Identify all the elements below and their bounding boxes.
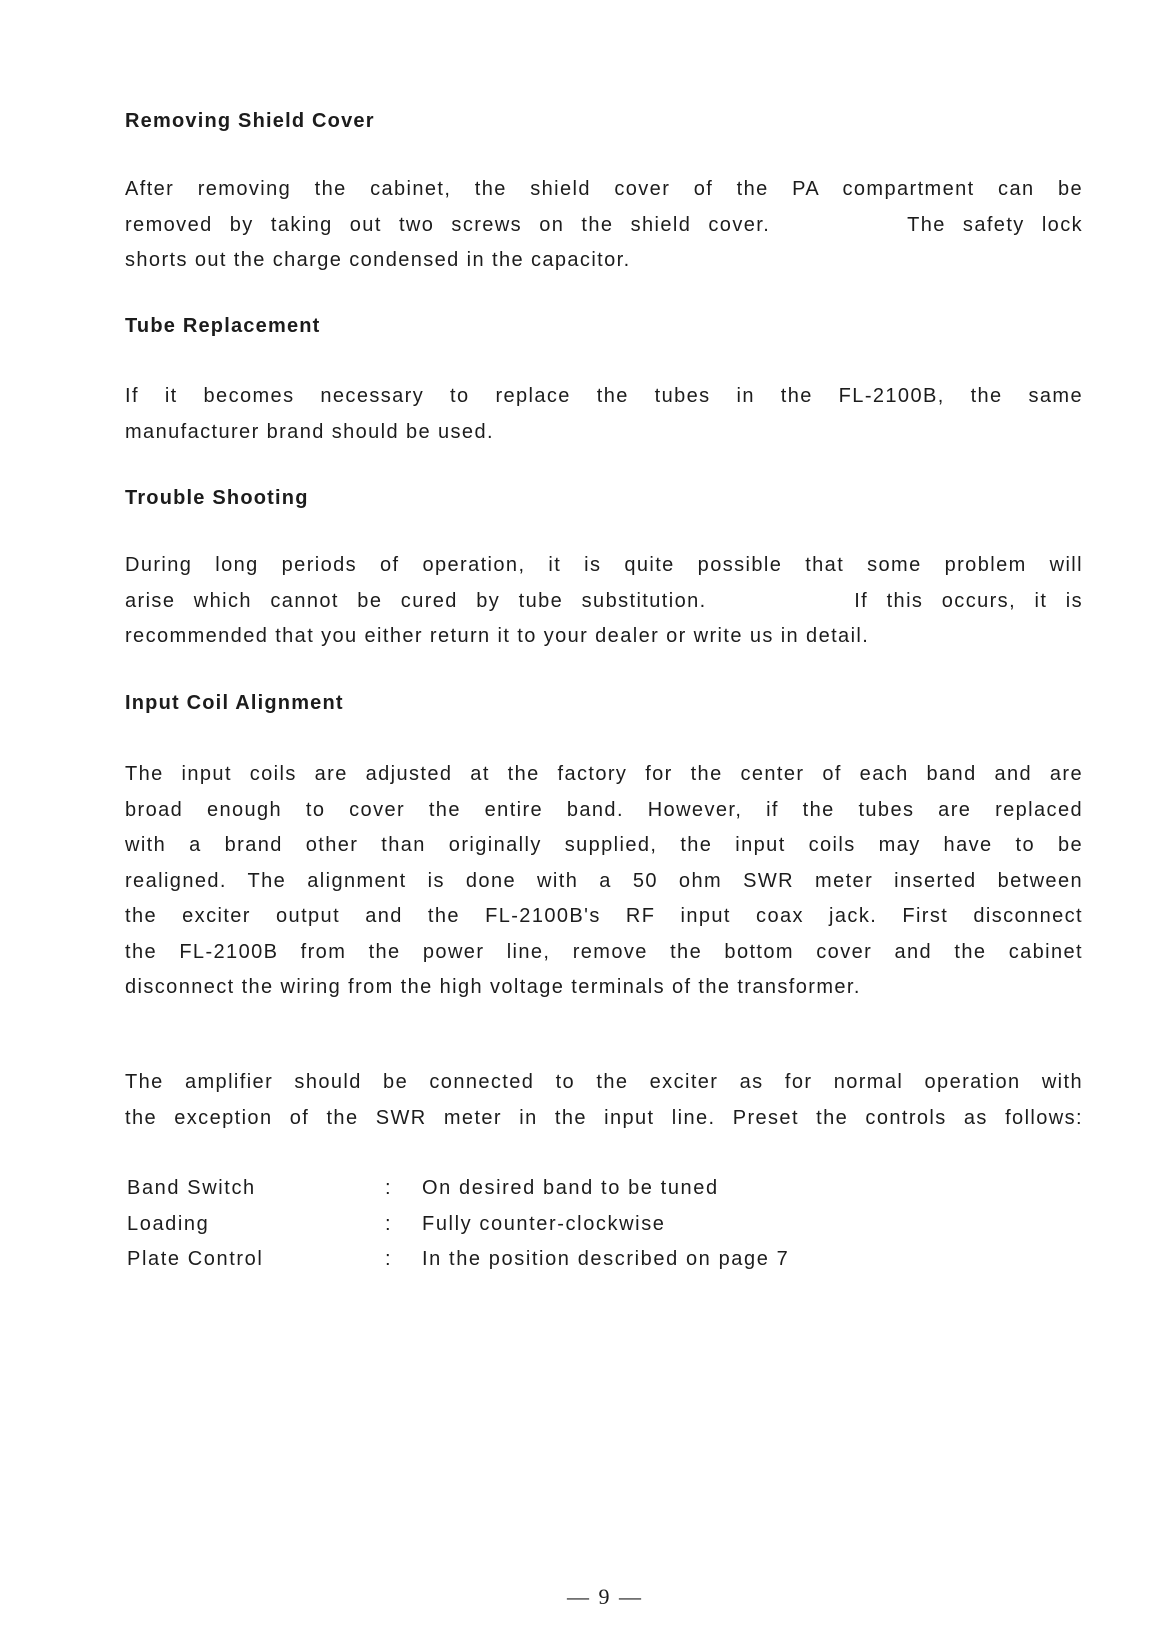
setting-colon: :	[385, 1248, 393, 1270]
paragraph-trouble-shooting	[125, 548, 1083, 655]
setting-row-plate-control	[125, 1248, 925, 1284]
setting-colon: :	[385, 1212, 393, 1235]
paragraph-line: The amplifier should be connected to the exciter as for normal operation with	[125, 1071, 1083, 1093]
page-number: — 9 —	[567, 1584, 643, 1609]
paragraph-line: If it becomes necessary to replace the tubes in the FL-2100B, the same	[125, 385, 1083, 407]
paragraph-line: After removing the cabinet, the shield cover of the PA compartment can be	[125, 178, 1083, 200]
section-heading-tube-replacement: Tube Replacement	[125, 315, 321, 337]
paragraph-input-coil-alignment	[125, 757, 1083, 1006]
paragraph-line: shorts out the charge condensed in the capacitor.	[125, 249, 631, 271]
section-heading-trouble-shooting: Trouble Shooting	[125, 487, 309, 509]
paragraph-line: During long periods of operation, it is quite possible that some problem will	[125, 554, 1083, 576]
paragraph-line: manufacturer brand should be used.	[125, 420, 494, 443]
paragraph-tube-replacement	[125, 379, 1083, 450]
setting-value: In the position described on page 7	[422, 1248, 790, 1270]
paragraph-line: realigned. The alignment is done with a 50 ohm SWR meter inserted between	[125, 869, 1083, 892]
paragraph-line: disconnect the wiring from the high voltage terminals of the transformer.	[125, 976, 861, 998]
paragraph-line: The input coils are adjusted at the factory for the center of each band and are	[125, 763, 1083, 785]
paragraph-line: with a brand other than originally supplied, the input coils may have to be	[125, 834, 1083, 856]
paragraph-line: recommended that you either return it to your dealer or write us in detail.	[125, 625, 870, 647]
paragraph-line: arise which cannot be cured by tube substitution. If this occurs, it is	[125, 589, 1083, 612]
paragraph-removing-shield-cover	[125, 172, 1083, 279]
paragraph-line: broad enough to cover the entire band. However, if the tubes are replaced	[125, 798, 1083, 821]
setting-label: Plate Control	[127, 1248, 264, 1270]
paragraph-amplifier-connection	[125, 1065, 1083, 1136]
section-heading-removing-shield-cover: Removing Shield Cover	[125, 110, 375, 132]
paragraph-line: the exception of the SWR meter in the input line. Preset the controls as follows:	[125, 1106, 1083, 1129]
paragraph-line: the exciter output and the FL-2100B's RF input coax jack. First disconnect	[125, 905, 1083, 927]
paragraph-line: removed by taking out two screws on the shield cover. The safety lock	[125, 213, 1083, 236]
setting-value: On desired band to be tuned	[422, 1177, 719, 1199]
setting-label: Loading	[127, 1212, 210, 1235]
section-heading-input-coil-alignment: Input Coil Alignment	[125, 692, 344, 714]
setting-row-band-switch	[125, 1177, 925, 1213]
setting-label: Band Switch	[127, 1177, 256, 1199]
paragraph-line: the FL-2100B from the power line, remove the bottom cover and the cabinet	[125, 940, 1083, 963]
setting-value: Fully counter-clockwise	[422, 1212, 666, 1235]
setting-colon: :	[385, 1177, 393, 1199]
setting-row-loading	[125, 1213, 925, 1249]
control-preset-list	[125, 1177, 925, 1284]
